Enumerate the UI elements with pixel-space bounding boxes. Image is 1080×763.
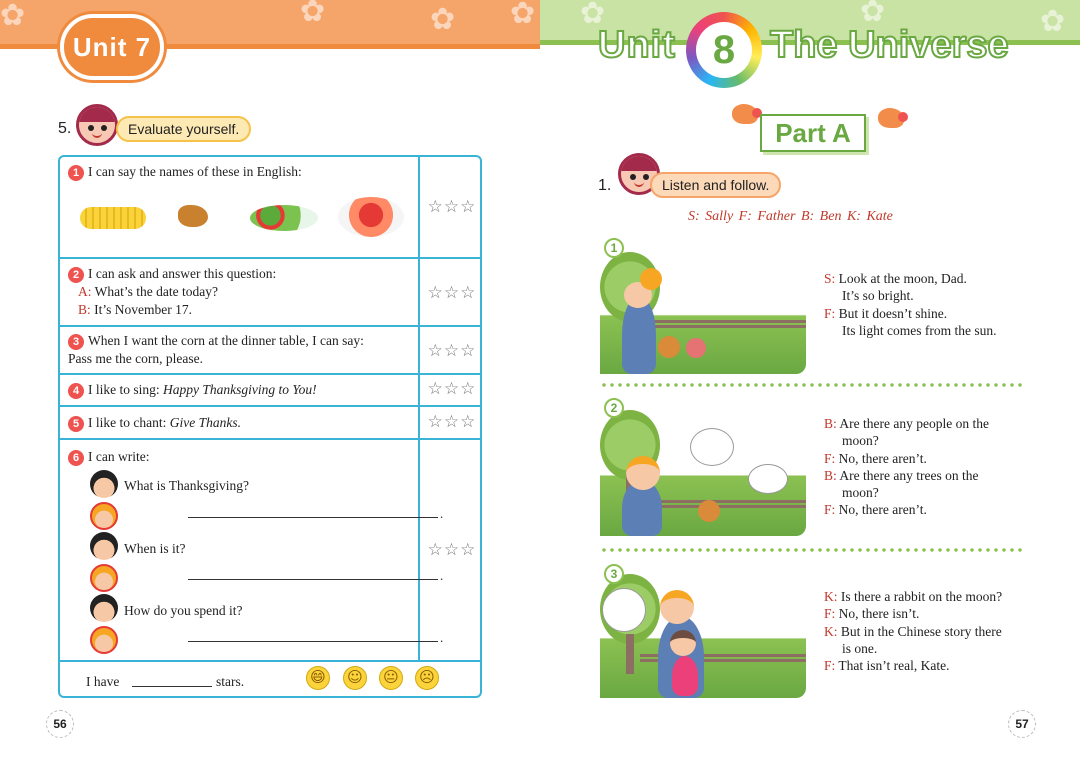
row-4-text: I like to sing: <box>88 382 163 397</box>
star-count-blank[interactable] <box>132 673 212 687</box>
smiling-face-icon[interactable]: ☺ <box>343 666 367 690</box>
dialog-line: F: No, there aren’t. <box>824 450 927 466</box>
question-text: What’s the date today? <box>94 284 218 299</box>
answer-line[interactable] <box>188 628 438 642</box>
dialog-line: is one. <box>842 640 878 656</box>
mascot-girl-icon <box>76 104 118 146</box>
thought-bubble-people <box>690 428 734 466</box>
speaker-b-label: B: <box>78 302 91 317</box>
bird-icon <box>878 108 904 128</box>
scene-3-illustration <box>600 564 806 698</box>
flower-icon: ✿ <box>860 0 886 29</box>
dialog-line: F: But it doesn’t shine. <box>824 305 948 321</box>
row-number-badge: 4 <box>68 383 84 399</box>
kate-figure <box>686 338 706 358</box>
bird-icon <box>732 104 758 124</box>
boy-avatar <box>90 594 118 622</box>
sally-figure <box>640 268 662 290</box>
dialog-line: S: Look at the moon, Dad. <box>824 271 967 286</box>
ben-figure <box>698 500 720 522</box>
period: . <box>440 568 444 583</box>
eval-row-1 <box>60 157 480 257</box>
speaker-a-label: A: <box>78 284 92 299</box>
row-5-text: I like to chant: <box>88 415 170 430</box>
answer-text: It’s November 17. <box>94 302 192 317</box>
flower-icon: ✿ <box>0 0 26 33</box>
row-number-badge: 3 <box>68 334 84 350</box>
star-rating[interactable]: ☆☆☆ <box>427 283 477 303</box>
star-rating[interactable]: ☆☆☆ <box>427 540 477 560</box>
left-section-number: 5. <box>58 120 72 137</box>
right-section-number: 1. <box>598 177 612 194</box>
unit-8-label: Unit <box>598 24 676 66</box>
flower-icon: ✿ <box>430 2 456 37</box>
dialog-line: F: No, there isn’t. <box>824 606 920 622</box>
scene-number: 2 <box>604 398 624 418</box>
writing-question-1: What is Thanksgiving? <box>124 478 249 493</box>
dotted-divider <box>600 383 1022 387</box>
fruit-plate-icon <box>338 197 404 237</box>
flower-icon: ✿ <box>580 0 606 31</box>
period: . <box>440 506 444 521</box>
kate-figure <box>670 630 696 656</box>
sad-face-icon[interactable]: ☹ <box>415 666 439 690</box>
girl-avatar <box>90 502 118 530</box>
row-number-badge: 1 <box>68 165 84 181</box>
boy-avatar <box>90 470 118 498</box>
answer-line[interactable] <box>188 504 438 518</box>
right-section-instruction: Listen and follow. <box>650 172 781 198</box>
star-rating[interactable]: ☆☆☆ <box>427 341 477 361</box>
song-title: Happy Thanksgiving to You! <box>163 382 317 397</box>
footer-prefix: I have <box>86 674 120 689</box>
dialog-line: F: No, there aren’t. <box>824 502 927 518</box>
dialog-line: B: Are there any trees on the <box>824 467 979 483</box>
dialog-line: It’s so bright. <box>842 288 914 304</box>
eval-row-6 <box>60 438 480 660</box>
row-2-text: I can ask and answer this question: <box>88 266 277 281</box>
eval-row-4 <box>60 373 480 405</box>
left-section-instruction: Evaluate yourself. <box>116 116 251 142</box>
footer-suffix: stars. <box>216 674 245 689</box>
part-a-label: Part A <box>760 114 866 152</box>
thought-bubble-rabbit <box>602 588 646 632</box>
star-rating[interactable]: ☆☆☆ <box>427 412 477 432</box>
corn-icon <box>80 207 146 229</box>
flower-icon: ✿ <box>510 0 536 31</box>
left-page-number: 56 <box>46 710 74 738</box>
flower-icon: ✿ <box>300 0 326 29</box>
dialog-line: moon? <box>842 485 879 501</box>
dialog-line: K: Is there a rabbit on the moon? <box>824 589 1003 604</box>
thought-bubble-trees <box>748 464 788 494</box>
ben-figure <box>658 336 680 358</box>
scene-1-illustration <box>600 242 806 374</box>
row-1-text: I can say the names of these in English: <box>88 164 302 179</box>
dialog-line: Its light comes from the sun. <box>842 322 997 338</box>
eval-row-5 <box>60 405 480 438</box>
row-3-text: When I want the corn at the dinner table, I can say: <box>88 333 364 348</box>
self-evaluation-table <box>58 155 482 698</box>
eval-row-3 <box>60 325 480 373</box>
boy-avatar <box>90 532 118 560</box>
writing-question-3: How do you spend it? <box>124 603 243 618</box>
row-number-badge: 6 <box>68 450 84 466</box>
dialog-line: F: That isn’t real, Kate. <box>824 658 950 674</box>
dotted-divider <box>600 548 1022 552</box>
writing-question-2: When is it? <box>124 541 186 556</box>
unit-8-number: 8 <box>696 22 752 78</box>
unit-8-title: The Universe <box>770 24 1009 66</box>
scene-number: 3 <box>604 564 624 584</box>
unit-8-number-badge <box>686 12 762 88</box>
star-rating[interactable]: ☆☆☆ <box>427 379 477 399</box>
scene-2-dialog <box>824 415 989 519</box>
scene-1-dialog <box>824 270 996 339</box>
laughing-face-icon[interactable]: 😄 <box>306 666 330 690</box>
row-number-badge: 5 <box>68 416 84 432</box>
row-6-text: I can write: <box>88 449 150 464</box>
turkey-leg-icon <box>178 205 208 227</box>
eval-row-2 <box>60 257 480 325</box>
row-3-phrase: Pass me the corn, please. <box>68 351 203 366</box>
dialog-line: moon? <box>842 433 879 449</box>
right-page-number: 57 <box>1008 710 1036 738</box>
scene-2-illustration <box>600 400 806 536</box>
girl-avatar <box>90 626 118 654</box>
unit-7-badge: Unit 7 <box>60 14 164 80</box>
chant-title: Give Thanks. <box>169 415 241 430</box>
answer-line[interactable] <box>188 566 438 580</box>
scene-number: 1 <box>604 238 624 258</box>
star-rating[interactable]: ☆☆☆ <box>427 197 477 217</box>
neutral-face-icon[interactable]: 😐 <box>379 666 403 690</box>
dialog-line: B: Are there any people on the <box>824 416 989 431</box>
period: . <box>440 630 444 645</box>
salad-icon <box>250 205 318 231</box>
role-key: S: Sally F: Father B: Ben K: Kate <box>688 209 893 224</box>
row-number-badge: 2 <box>68 267 84 283</box>
scene-3-dialog <box>824 588 1002 674</box>
girl-avatar <box>90 564 118 592</box>
dialog-line: K: But in the Chinese story there <box>824 623 1002 639</box>
flower-icon: ✿ <box>1040 4 1066 39</box>
